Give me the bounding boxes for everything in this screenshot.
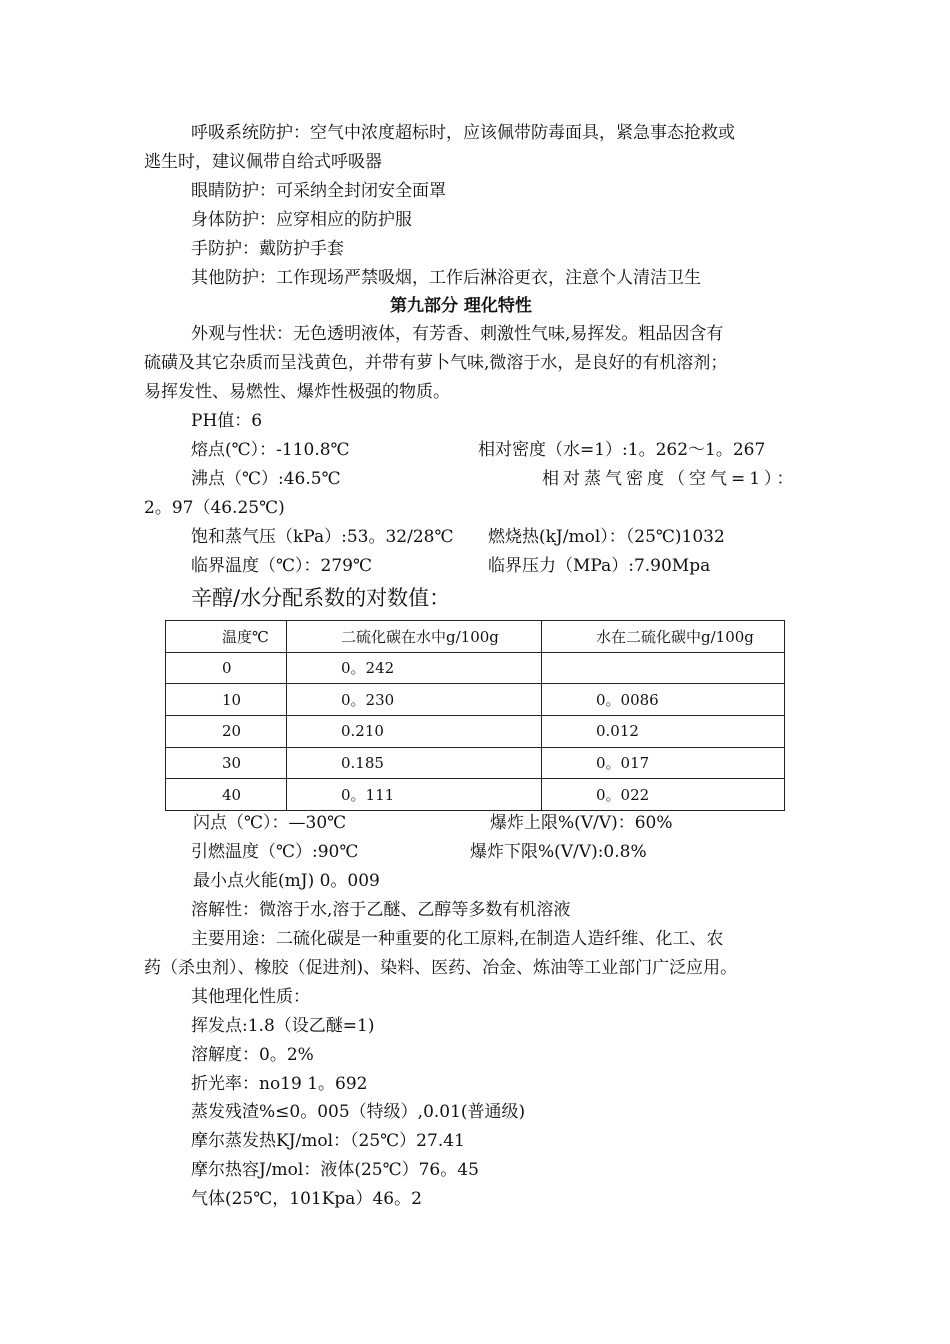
uses-line1: 主要用途：二硫化碳是一种重要的化工原料,在制造人造纤维、化工、农 xyxy=(191,929,724,949)
appearance-line1: 外观与性状：无色透明液体，有芳香、刺激性气味,易挥发。粗品因含有 xyxy=(191,324,724,344)
eye-protection: 眼睛防护：可采纳全封闭安全面罩 xyxy=(191,181,446,201)
uses-line2: 药（杀虫剂）、橡胶（促进剂)、染料、医药、冶金、炼油等工业部门广泛应用。 xyxy=(144,958,738,978)
cell-temperature: 0 xyxy=(166,652,287,684)
table-row xyxy=(166,715,785,747)
body-protection: 身体防护：应穿相应的防护服 xyxy=(191,210,412,230)
cell-water-in-cs2: 0。017 xyxy=(542,747,785,779)
min-ignition-energy: 最小点火能(mJ) 0。009 xyxy=(193,871,380,891)
cell-cs2-in-water: 0.185 xyxy=(287,747,542,779)
evaporation-residue: 蒸发残渣%≤0。005（特级）,0.01(普通级) xyxy=(191,1102,526,1122)
cell-temperature: 40 xyxy=(166,779,287,811)
molar-heat-capacity-liquid: 摩尔热容J/mol：液体(25℃）76。45 xyxy=(191,1160,479,1180)
refractive-index: 折光率：no19 1。692 xyxy=(191,1074,368,1094)
flash-point: 闪点（℃）：—30℃ xyxy=(193,813,347,833)
table-row xyxy=(166,747,785,779)
boiling-point: 沸点（℃）:46.5℃ xyxy=(191,469,341,489)
vapor-density-label: 相对蒸气密度（空气=1）： xyxy=(542,469,798,489)
relative-density: 相对密度（水=1）:1。262～1。267 xyxy=(478,440,766,460)
table-header-row xyxy=(166,621,785,653)
table-row xyxy=(166,652,785,684)
cell-water-in-cs2: 0。0086 xyxy=(542,684,785,716)
explosion-upper-limit: 爆炸上限%(V/V)：60% xyxy=(490,813,673,833)
solubility-degree: 溶解度：0。2% xyxy=(191,1045,314,1065)
section-title: 第九部分 理化特性 xyxy=(390,296,532,316)
appearance-line3: 易挥发性、易燃性、爆炸性极强的物质。 xyxy=(144,382,450,402)
cell-temperature: 10 xyxy=(166,684,287,716)
cell-temperature: 20 xyxy=(166,715,287,747)
other-protection: 其他防护：工作现场严禁吸烟，工作后淋浴更衣，注意个人清洁卫生 xyxy=(191,268,701,288)
appearance-line2: 硫磺及其它杂质而呈浅黄色，并带有萝卜气味,微溶于水，是良好的有机溶剂； xyxy=(144,353,728,373)
table-row xyxy=(166,779,785,811)
table-row xyxy=(166,684,785,716)
explosion-lower-limit: 爆炸下限%(V/V):0.8% xyxy=(470,842,647,862)
volatility: 挥发点:1.8（设乙醚=1) xyxy=(191,1016,375,1036)
critical-pressure: 临界压力（MPa）:7.90Mpa xyxy=(488,556,711,576)
ph-value: PH值：6 xyxy=(191,411,263,431)
respiratory-protection-line2: 逃生时，建议佩带自给式呼吸器 xyxy=(144,152,382,172)
partition-coefficient-title: 辛醇/水分配系数的对数值： xyxy=(191,586,451,610)
hand-protection: 手防护：戴防护手套 xyxy=(191,239,344,259)
saturated-vapor-pressure: 饱和蒸气压（kPa）:53。32/28℃ xyxy=(191,527,454,547)
solubility-table xyxy=(165,620,785,811)
molar-heat-capacity-gas: 气体(25℃，101Kpa）46。2 xyxy=(191,1189,422,1209)
cell-temperature: 30 xyxy=(166,747,287,779)
solubility: 溶解性：微溶于水,溶于乙醚、乙醇等多数有机溶液 xyxy=(191,900,571,920)
melting-point: 熔点(℃）：-110.8℃ xyxy=(191,440,350,460)
other-properties-title: 其他理化性质： xyxy=(191,987,310,1007)
critical-temperature: 临界温度（℃）：279℃ xyxy=(191,556,372,576)
combustion-heat: 燃烧热(kJ/mol）：（25℃)1032 xyxy=(488,527,725,547)
cell-water-in-cs2: 0.012 xyxy=(542,715,785,747)
cell-cs2-in-water: 0.210 xyxy=(287,715,542,747)
molar-vaporization-heat: 摩尔蒸发热KJ/mol：（25℃）27.41 xyxy=(191,1131,465,1151)
cell-water-in-cs2 xyxy=(542,652,785,684)
cell-cs2-in-water: 0。230 xyxy=(287,684,542,716)
cell-water-in-cs2: 0。022 xyxy=(542,779,785,811)
cell-cs2-in-water: 0。242 xyxy=(287,652,542,684)
respiratory-protection-line1: 呼吸系统防护：空气中浓度超标时，应该佩带防毒面具，紧急事态抢救或 xyxy=(191,123,735,143)
header-cs2-in-water: 二硫化碳在水中g/100g xyxy=(287,621,542,653)
cell-cs2-in-water: 0。111 xyxy=(287,779,542,811)
header-temperature: 温度℃ xyxy=(166,621,287,653)
ignition-temperature: 引燃温度（℃）:90℃ xyxy=(191,842,359,862)
vapor-density-value: 2。97（46.25℃) xyxy=(144,498,285,518)
header-water-in-cs2: 水在二硫化碳中g/100g xyxy=(542,621,785,653)
